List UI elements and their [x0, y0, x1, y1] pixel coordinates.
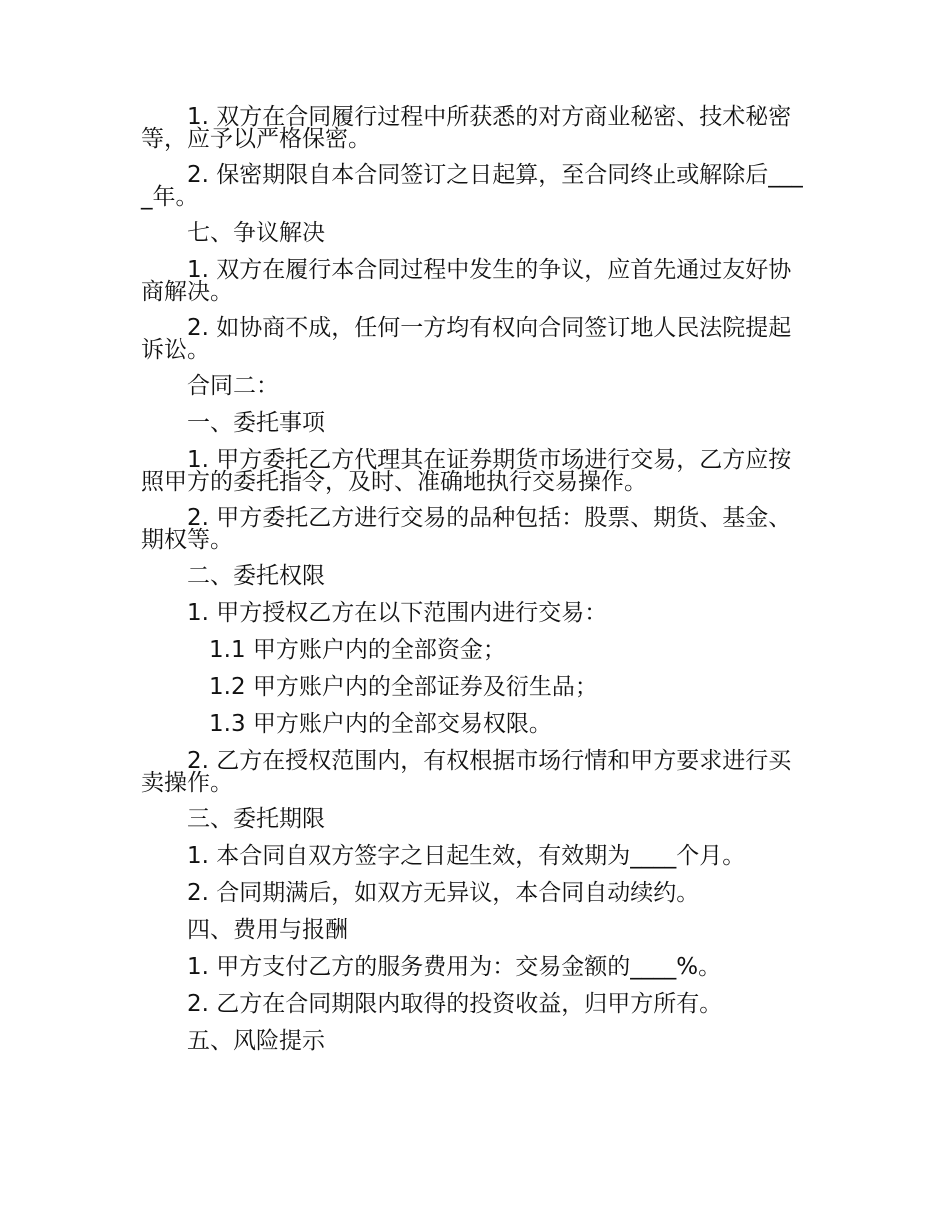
section-heading-risk: 五、风险提示 [187, 1028, 325, 1054]
confidentiality-clause-1: 1. 双方在合同履行过程中所获悉的对方商业秘密、技术秘密等，应予以严格保密。 [141, 104, 792, 152]
dispute-clause-1: 1. 双方在履行本合同过程中发生的争议，应首先通过友好协商解决。 [141, 257, 792, 305]
authority-subclause-1-2: 1.2 甲方账户内的全部证券及衍生品； [209, 674, 598, 700]
document-body [141, 106, 813, 1067]
section-heading-dispute: 七、争议解决 [187, 220, 325, 246]
dispute-clause-2: 2. 如协商不成，任何一方均有权向合同签订地人民法院提起诉讼。 [141, 315, 792, 363]
fees-clause-1: 1. 甲方支付乙方的服务费用为：交易金额的____%。 [187, 954, 722, 980]
contract-two-heading: 合同二： [187, 373, 279, 399]
entrusted-clause-1: 1. 甲方委托乙方代理其在证券期货市场进行交易，乙方应按照甲方的委托指令，及时、准确地执行交易操作。 [141, 447, 792, 495]
confidentiality-clause-2: 2. 保密期限自本合同签订之日起算，至合同终止或解除后____年。 [141, 162, 803, 210]
section-heading-entrusted-matters: 一、委托事项 [187, 410, 325, 436]
term-clause-1: 1. 本合同自双方签字之日起生效，有效期为____个月。 [187, 843, 746, 869]
authority-clause-1: 1. 甲方授权乙方在以下范围内进行交易： [187, 600, 608, 626]
authority-subclause-1-1: 1.1 甲方账户内的全部资金； [209, 637, 506, 663]
term-clause-2: 2. 合同期满后，如双方无异议，本合同自动续约。 [187, 880, 700, 906]
fees-clause-2: 2. 乙方在合同期限内取得的投资收益，归甲方所有。 [187, 991, 723, 1017]
entrusted-clause-2: 2. 甲方委托乙方进行交易的品种包括：股票、期货、基金、期权等。 [141, 505, 792, 553]
authority-subclause-1-3: 1.3 甲方账户内的全部交易权限。 [209, 711, 552, 737]
section-heading-term: 三、委托期限 [187, 806, 325, 832]
section-heading-authority: 二、委托权限 [187, 563, 325, 589]
section-heading-fees: 四、费用与报酬 [187, 917, 348, 943]
authority-clause-2: 2. 乙方在授权范围内，有权根据市场行情和甲方要求进行买卖操作。 [141, 748, 792, 796]
